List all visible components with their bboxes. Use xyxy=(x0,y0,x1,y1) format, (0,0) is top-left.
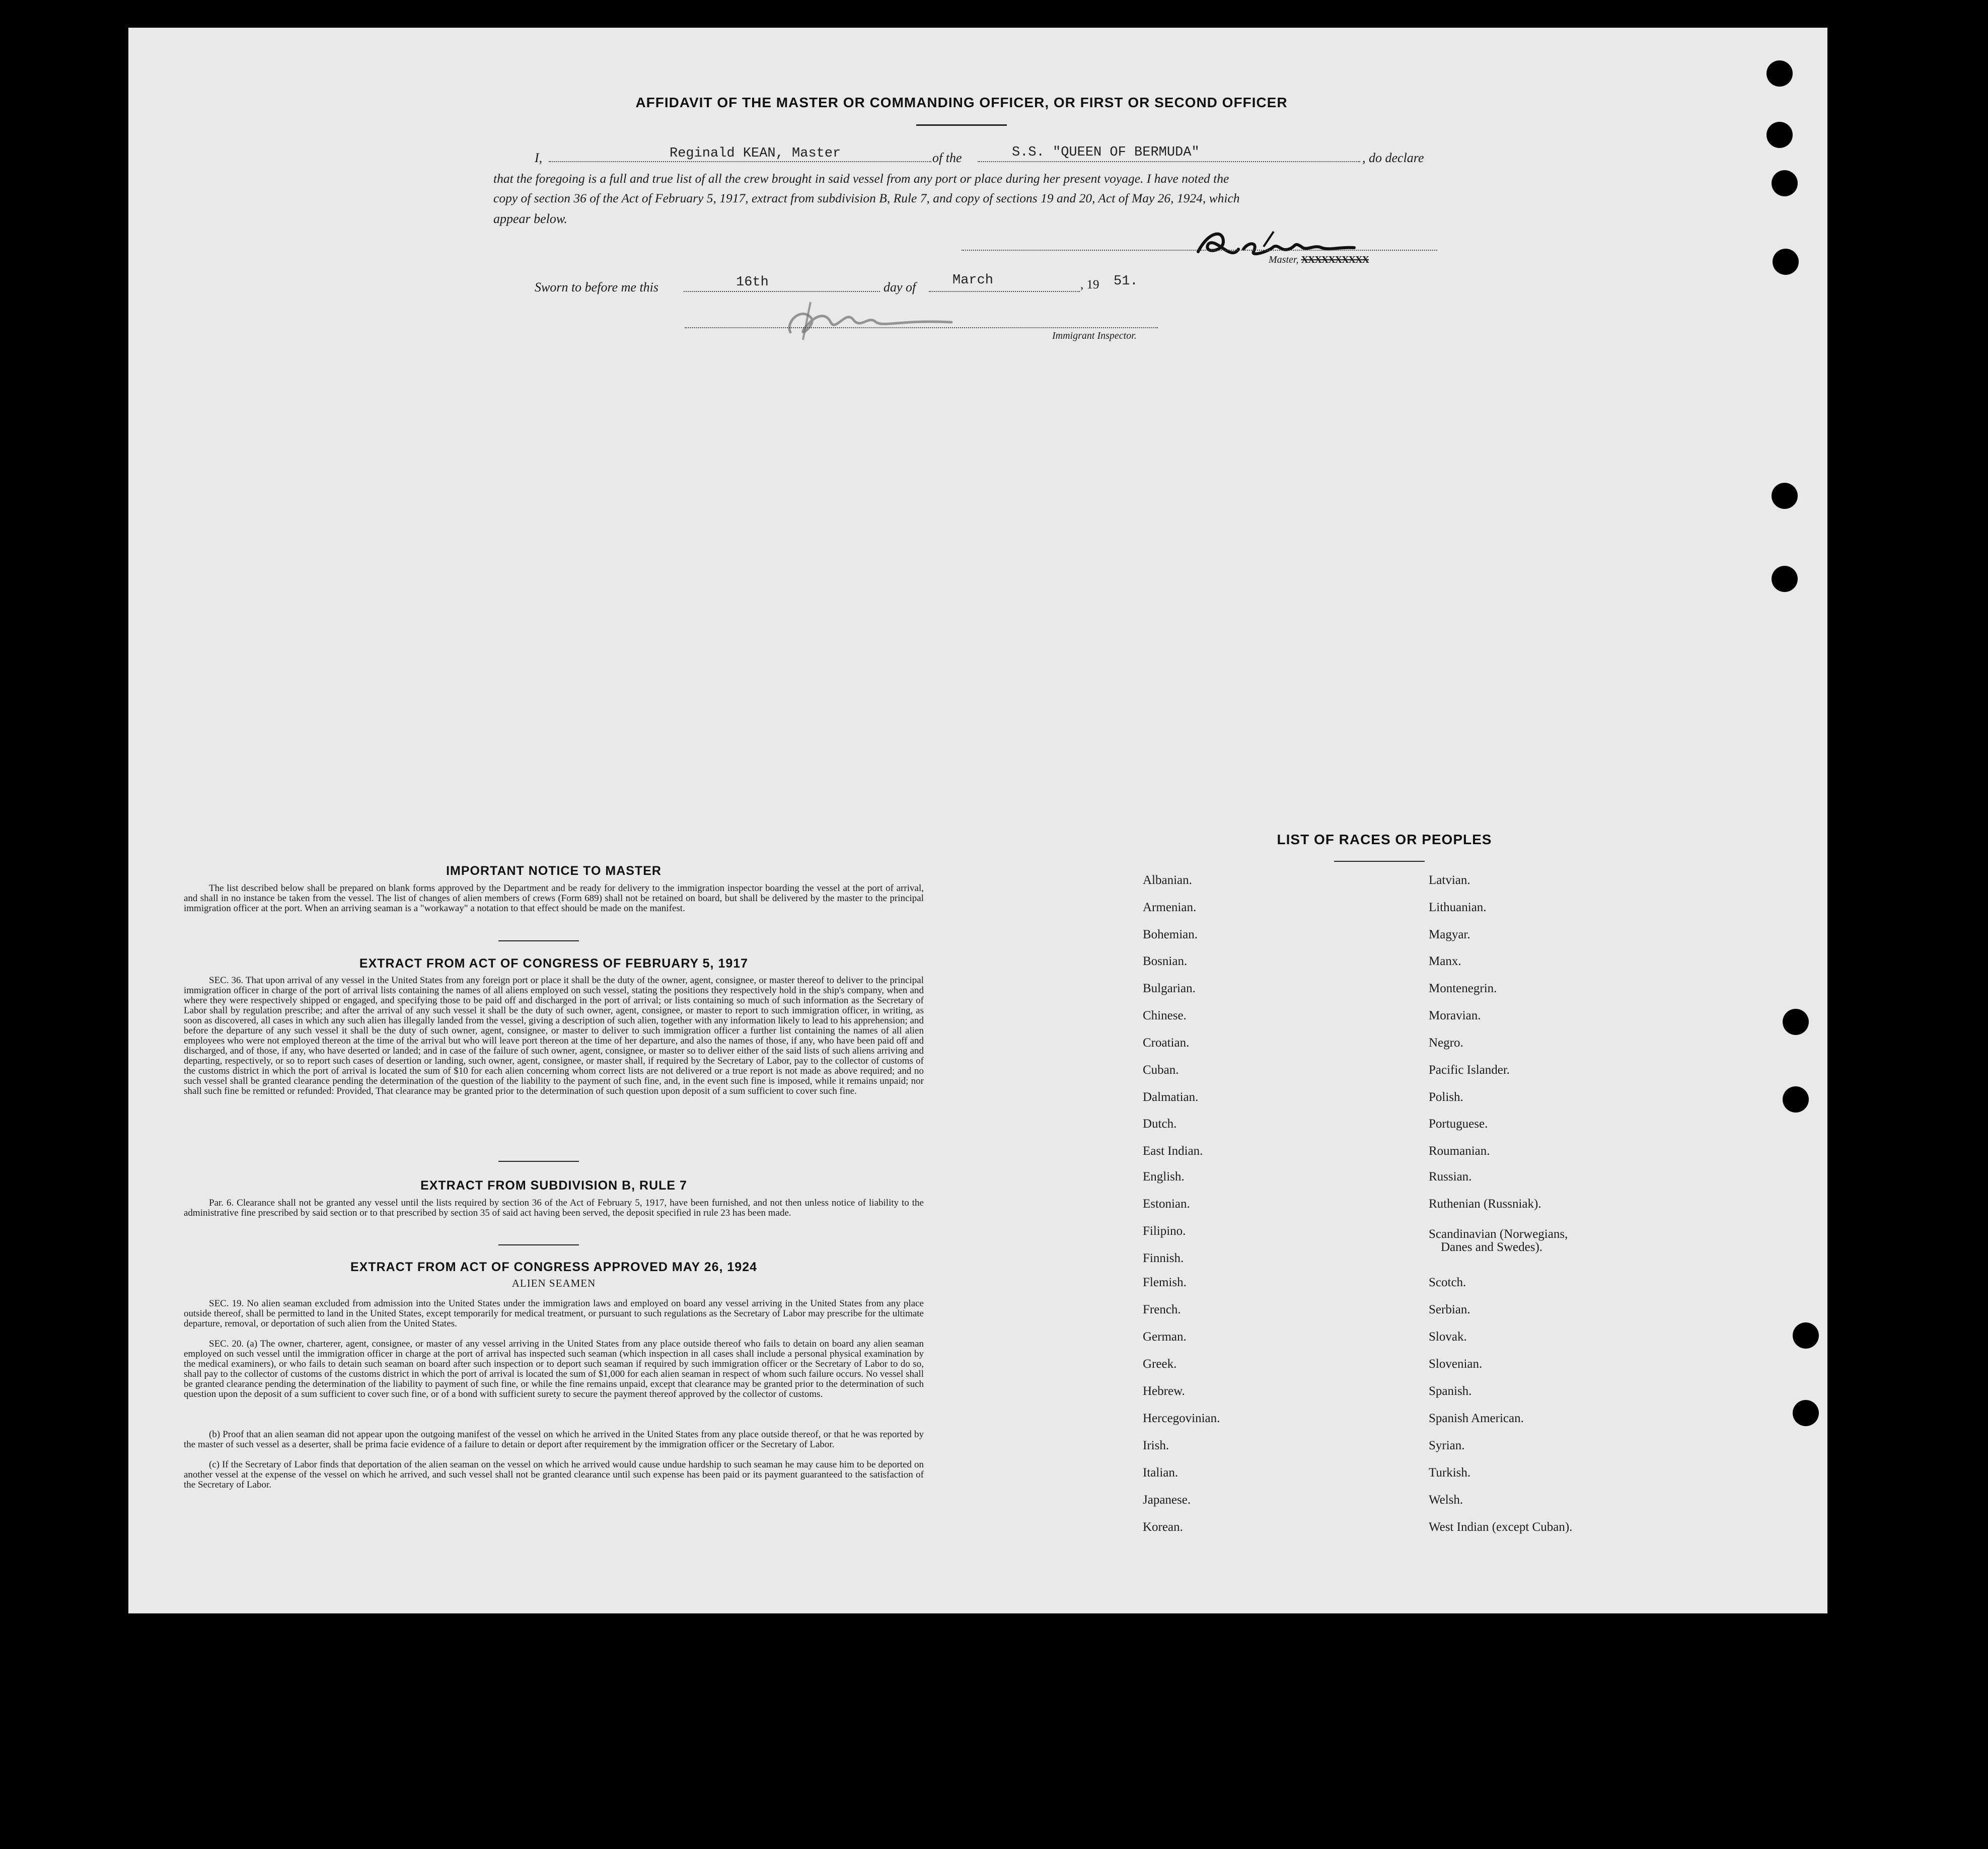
sec-19-text: SEC. 19. No alien seaman excluded from admission into the United States under the immigration laws and employed on board any vessel arriving in the United States from any place outside thereof, shall be permitted to land in the United States, except temporarily for medical treatment, or pursuant to such regulations as the Secretary of Labor may prescribe for the ultimate departure, removal, or deportation of such alien from the United States. xyxy=(184,1298,924,1329)
day-of-label: day of xyxy=(883,280,916,294)
race-item: Korean. xyxy=(1143,1520,1183,1534)
race-item: Bohemian. xyxy=(1143,928,1198,941)
race-item: Lithuanian. xyxy=(1429,901,1487,914)
race-item: Dutch. xyxy=(1143,1117,1177,1131)
extract-1924-subtitle: ALIEN SEAMEN xyxy=(511,1277,596,1289)
race-item: Finnish. xyxy=(1143,1251,1184,1265)
notice-divider xyxy=(498,940,579,941)
punch-hole xyxy=(1783,1009,1809,1035)
race-item: Portuguese. xyxy=(1429,1117,1488,1131)
race-item: Albanian. xyxy=(1143,873,1192,887)
race-item: German. xyxy=(1143,1330,1187,1344)
race-item: Manx. xyxy=(1429,954,1461,968)
race-item: Cuban. xyxy=(1143,1063,1179,1077)
race-item: West Indian (except Cuban). xyxy=(1429,1520,1573,1534)
inspector-signature xyxy=(780,292,962,347)
race-item: Slovenian. xyxy=(1429,1357,1483,1371)
extract-1917-divider xyxy=(498,1161,579,1162)
inspector-signature-line xyxy=(685,327,1158,328)
race-item: Scotch. xyxy=(1429,1276,1466,1289)
notice-title: IMPORTANT NOTICE TO MASTER xyxy=(446,864,661,878)
race-item: Russian. xyxy=(1429,1170,1472,1184)
of-the-label: of the xyxy=(932,151,962,165)
punch-hole xyxy=(1793,1400,1819,1426)
subdivision-text: Par. 6. Clearance shall not be granted any vessel until the lists required by section 36 of the Act of February 5, 1917, have been furnished, and not then unless notice of liability to the administrative fine prescribed by said section or to that prescribed by section 35 of said act having been served, the deposit specified in rule 23 has been made. xyxy=(184,1198,924,1218)
race-item: Pacific Islander. xyxy=(1429,1063,1510,1077)
race-item: Syrian. xyxy=(1429,1439,1465,1452)
race-item: Magyar. xyxy=(1429,928,1470,941)
race-item: Moravian. xyxy=(1429,1009,1481,1022)
sec-20c-text: (c) If the Secretary of Labor finds that deportation of the alien seaman on the vessel on which he arrived would cause undue hardship to such seaman he may cause him to be deported on another vessel at the expense of the vessel on which he arrived, and such vessel shall not be granted clearance until such expense has been paid or its payment guaranteed to the satisfaction of the Secretary of Labor. xyxy=(184,1459,924,1490)
race-item: Spanish. xyxy=(1429,1384,1472,1398)
declaration-line-2: copy of section 36 of the Act of February 5, 1917, extract from subdivision B, Rule 7, and copy of sections 19 and 20, Act of May 26, 1924, which xyxy=(493,191,1240,205)
punch-hole xyxy=(1766,122,1793,148)
race-item: Flemish. xyxy=(1143,1276,1187,1289)
race-item: Latvian. xyxy=(1429,873,1470,887)
race-item: Negro. xyxy=(1429,1036,1463,1050)
race-item: Chinese. xyxy=(1143,1009,1187,1022)
subdivision-title: EXTRACT FROM SUBDIVISION B, RULE 7 xyxy=(420,1178,687,1193)
race-item: Croatian. xyxy=(1143,1036,1190,1050)
declaration-line-3: appear below. xyxy=(493,211,567,226)
punch-hole xyxy=(1773,249,1799,275)
race-item: Bosnian. xyxy=(1143,954,1188,968)
races-divider xyxy=(1334,861,1425,862)
master-title: Master, xyxy=(1269,254,1301,265)
race-item: Japanese. xyxy=(1143,1493,1191,1507)
sworn-year: 51. xyxy=(1114,274,1138,289)
punch-hole xyxy=(1783,1086,1809,1113)
race-item: English. xyxy=(1143,1170,1185,1184)
race-item: Estonian. xyxy=(1143,1197,1190,1211)
races-title: LIST OF RACES OR PEOPLES xyxy=(1277,832,1492,847)
struck-officer-text: XXXXXXXXXX xyxy=(1301,254,1369,265)
race-item: Slovak. xyxy=(1429,1330,1467,1344)
race-item: Ruthenian (Russniak). xyxy=(1429,1197,1541,1211)
race-item: Polish. xyxy=(1429,1090,1463,1104)
vessel-line xyxy=(978,161,1360,162)
punch-hole xyxy=(1793,1322,1819,1349)
master-name: Reginald KEAN, Master xyxy=(670,146,841,161)
inspector-label: Immigrant Inspector. xyxy=(1052,330,1137,341)
sworn-day: 16th xyxy=(736,275,769,290)
subdivision-divider xyxy=(498,1244,579,1245)
race-item: Scandinavian (Norwegians, xyxy=(1429,1227,1568,1241)
race-item: Spanish American. xyxy=(1429,1412,1524,1425)
punch-hole xyxy=(1772,483,1798,509)
year-prefix: , 19 xyxy=(1080,278,1099,291)
race-item: Armenian. xyxy=(1143,901,1197,914)
race-item: French. xyxy=(1143,1303,1181,1316)
race-item: Hercegovinian. xyxy=(1143,1412,1220,1425)
name-line xyxy=(549,161,931,162)
do-declare-label: , do declare xyxy=(1362,151,1424,165)
race-item: Montenegrin. xyxy=(1429,982,1497,995)
punch-hole xyxy=(1772,566,1798,592)
race-item: Greek. xyxy=(1143,1357,1177,1371)
punch-hole xyxy=(1772,170,1798,196)
punch-hole xyxy=(1766,60,1793,87)
notice-text: The list described below shall be prepared on blank forms approved by the Department and be ready for delivery to the immigration inspector boarding the vessel at the port of arrival, and shall in no instance be taken from the vessel. The list of changes of alien members of crews (Form 689) shall not be retained on board, but shall be delivered by the master to the principal immigration officer at the port. When an arriving seaman is a "workaway" a notation to that effect should be made on the manifest. xyxy=(184,883,924,914)
sec-20b-text: (b) Proof that an alien seaman did not appear upon the outgoing manifest of the vessel on which he arrived in the United States from any place outside thereof, or that he was reported by the master of such vessel as a deserter, shall be prima facie evidence of a failure to detain or deport after requirement by the immigration officer or the Secretary of Labor. xyxy=(184,1429,924,1450)
race-item: Danes and Swedes). xyxy=(1441,1240,1543,1254)
sworn-label: Sworn to before me this xyxy=(535,280,659,294)
race-item: Italian. xyxy=(1143,1466,1179,1480)
race-item: Roumanian. xyxy=(1429,1144,1490,1158)
race-item: Irish. xyxy=(1143,1439,1169,1452)
race-item: Turkish. xyxy=(1429,1466,1471,1480)
vessel-name: S.S. "QUEEN OF BERMUDA" xyxy=(1012,145,1200,160)
race-item: Welsh. xyxy=(1429,1493,1463,1507)
declaration-line-1: that the foregoing is a full and true list of all the crew brought in said vessel from any port or place during her present voyage. I have noted the xyxy=(493,171,1229,186)
affidavit-title: AFFIDAVIT OF THE MASTER OR COMMANDING OFFICER, OR FIRST OR SECOND OFFICER xyxy=(635,95,1288,110)
race-item: Serbian. xyxy=(1429,1303,1470,1316)
race-item: Bulgarian. xyxy=(1143,982,1196,995)
race-item: Hebrew. xyxy=(1143,1384,1185,1398)
title-divider xyxy=(916,124,1007,126)
extract-1917-text: SEC. 36. That upon arrival of any vessel in the United States from any foreign port or place it shall be the duty of the owner, agent, consignee, or master thereof to deliver to the principal immigration officer in charge of the port of arrival lists containing the names of all aliens employed on such vessel, stating the positions they respectively hold in the ship's company, when and where they were respectively shipped or engaged, and specifying those to be paid off and discharged in the port of arrival; or lists containing so much of such information as the Secretary of Labor shall by regulation prescribe; and after the arrival of any such vessel it shall be the duty of such owner, agent, consignee, or master to report to such immigration officer, in writing, as soon as discovered, all cases in which any such alien has illegally landed from the vessel, giving a description of such alien, together with any information likely to lead to his apprehension; and before the departure of any such vessel it shall be the duty of such owner, agent, consignee, or master to deliver to such immigration officer a further list containing the names of all alien employees who were not employed thereon at the time of the arrival but who will leave port thereon at the time of her departure, and also the names of those, if any, who have been paid off and discharged, and of those, if any, who have deserted or landed; and in case of the failure of such owner, agent, consignee, or master so to deliver either of the said lists of such aliens arriving and departing, respectively, or so to report such cases of desertion or landing, such owner, agent, consignee, or master shall, if required by the Secretary of Labor, pay to the collector of customs of the customs district in which the port of arrival is located the sum of $10 for each alien concerning whom correct lists are not delivered or a true report is not made as above required; and no such vessel shall be granted clearance pending the determination of the question of the liability to the payment of such fine, and, in the event such fine is imposed, while it remains unpaid; nor shall such fine be remitted or refunded: Provided, That clearance may be granted prior to the determination of such question upon deposit of a sum sufficient to cover such fine. xyxy=(184,975,924,1096)
extract-1917-title: EXTRACT FROM ACT OF CONGRESS OF FEBRUARY 5, 1917 xyxy=(359,956,749,971)
sworn-month: March xyxy=(952,273,994,288)
master-signature-line xyxy=(962,250,1437,251)
extract-1924-title: EXTRACT FROM ACT OF CONGRESS APPROVED MAY 26, 1924 xyxy=(350,1260,758,1274)
race-item: East Indian. xyxy=(1143,1144,1203,1158)
i-label: I, xyxy=(535,151,543,165)
master-label xyxy=(1269,254,1369,266)
race-item: Filipino. xyxy=(1143,1224,1186,1238)
race-item: Dalmatian. xyxy=(1143,1090,1199,1104)
sec-20a-text: SEC. 20. (a) The owner, charterer, agent, consignee, or master of any vessel arriving in the United States from any place outside thereof who fails to detain on board any alien seaman employed on such vessel until the immigration officer in charge at the port of arrival has inspected such seaman (which inspection in all cases shall include a personal physical examination by the medical examiners), or who fails to detain such seaman on board after such inspection or to deport such seaman if required by such immigration officer or the Secretary of Labor to do so, shall pay to the collector of customs of the customs district in which the port of arrival is located the sum of $1,000 for each alien seaman in respect of whom such failure occurs. No vessel shall be granted clearance pending the determination of the liability to payment of such fine, or while the fine remains unpaid, except that clearance may be granted prior to the determination of such question upon the deposit of a sum sufficient to cover such fine, or of a bond with sufficient surety to secure the payment thereof approved by the collector of customs. xyxy=(184,1339,924,1399)
